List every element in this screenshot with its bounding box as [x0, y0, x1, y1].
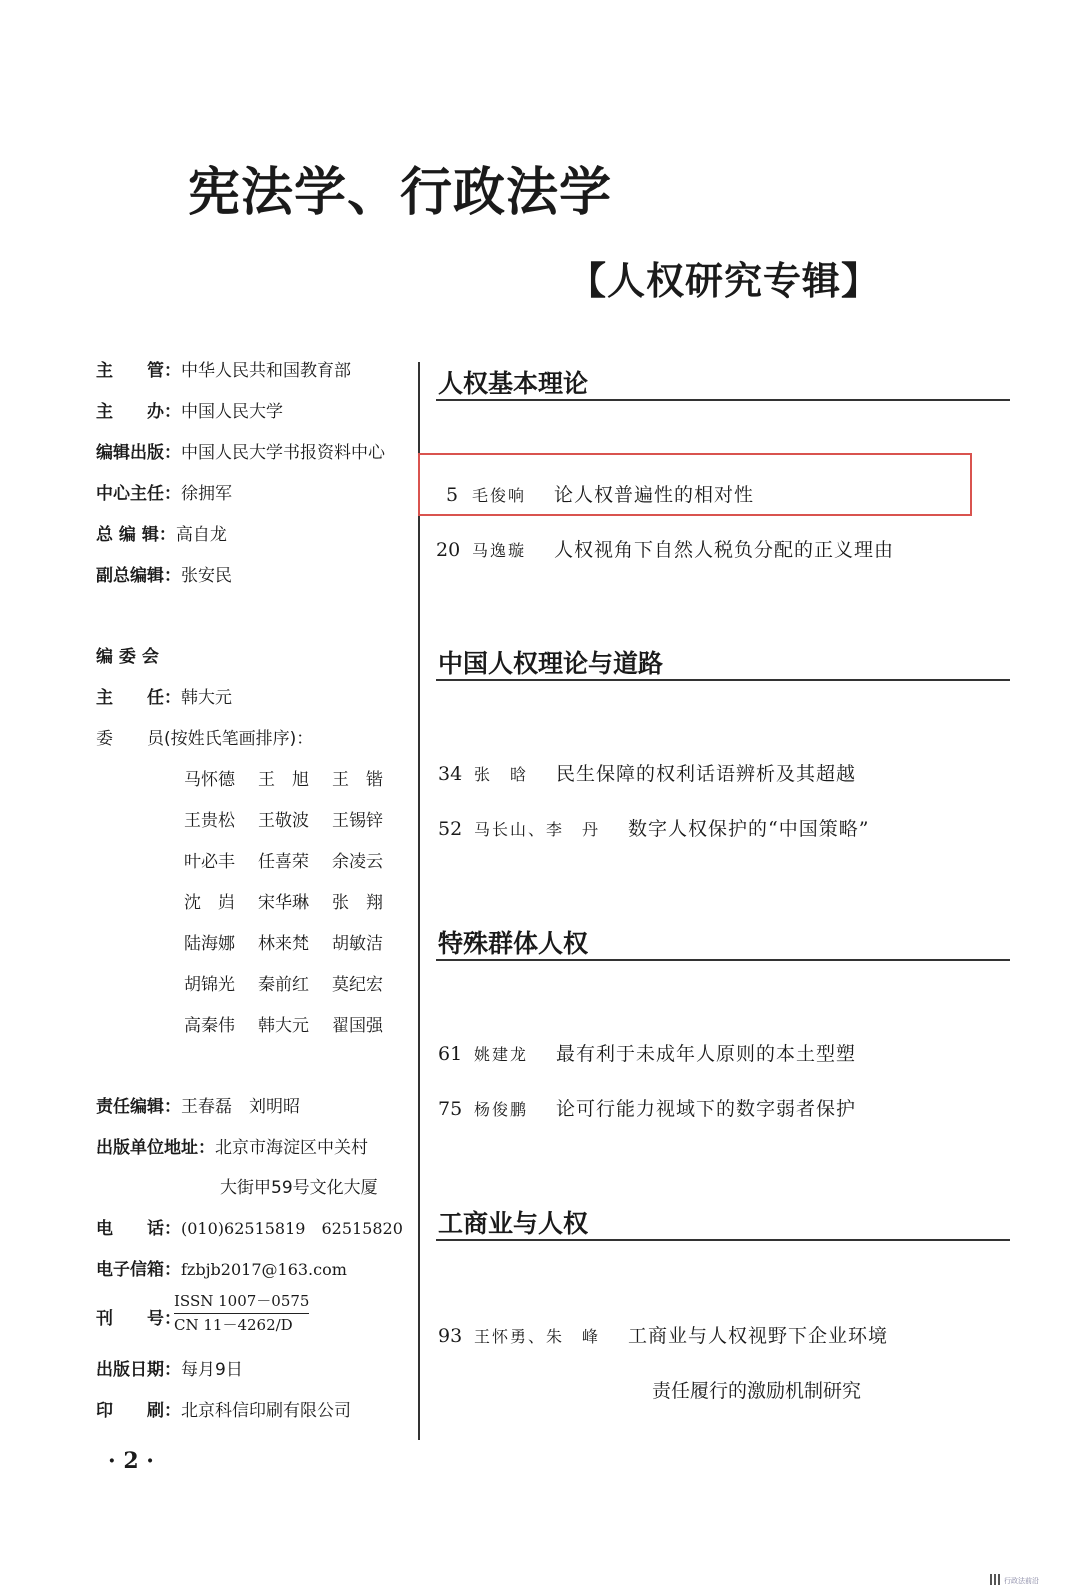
phone: 电 话：(010)62515819 62515820 — [96, 1219, 403, 1239]
committee-members-label: 委 员(按姓氏笔画排序)： — [96, 729, 314, 749]
watermark: 行政法前沿 — [1004, 1577, 1039, 1585]
section-rule — [436, 399, 1010, 401]
committee-members-row: 陆海娜 林来梵 胡敏洁 — [184, 934, 383, 954]
committee-members-row: 叶必丰 任喜荣 余凌云 — [184, 852, 383, 872]
toc-entry[interactable]: 34 张 晗 民生保障的权利话语辨析及其超越 — [438, 763, 857, 785]
masthead-director: 中心主任：徐拥军 — [96, 484, 232, 504]
responsible-editors: 责任编辑：王春磊 刘明昭 — [96, 1097, 300, 1117]
section-title: 特殊群体人权 — [438, 929, 589, 958]
special-issue-subtitle: 【人权研究专辑】 — [568, 258, 881, 303]
printer: 印 刷：北京科信印刷有限公司 — [96, 1401, 351, 1421]
cn-number: CN 11－4262/D — [174, 1316, 293, 1334]
toc-entry[interactable]: 20 马逸璇 人权视角下自然人税负分配的正义理由 — [436, 539, 895, 561]
masthead-supervisor: 主 管：中华人民共和国教育部 — [96, 361, 351, 381]
masthead-sponsor: 主 办：中国人民大学 — [96, 402, 283, 422]
committee-members-row: 胡锦光 秦前红 莫纪宏 — [184, 975, 383, 995]
committee-members-row: 王贵松 王敬波 王锡锌 — [184, 811, 383, 831]
section-title: 人权基本理论 — [438, 369, 589, 398]
committee-members-row: 沈 岿 宋华琳 张 翔 — [184, 893, 383, 913]
section-title: 中国人权理论与道路 — [438, 649, 664, 678]
toc-entry[interactable]: 52 马长山、李 丹 数字人权保护的“中国策略” — [438, 818, 870, 840]
toc-entry[interactable]: 61 姚建龙 最有利于未成年人原则的本土型塑 — [438, 1043, 857, 1065]
pub-date: 出版日期：每月9日 — [96, 1360, 243, 1380]
qr-code-icon — [990, 1574, 1001, 1585]
masthead-publisher: 编辑出版：中国人民大学书报资料中心 — [96, 443, 385, 463]
committee-members-row: 马怀德 王 旭 王 锴 — [184, 770, 383, 790]
masthead-chief-editor: 总 编 辑：高自龙 — [96, 525, 227, 545]
journal-title: 宪法学、行政法学 — [188, 162, 613, 223]
toc-entry-title-continuation: 责任履行的激励机制研究 — [652, 1380, 862, 1402]
page-number: · 2 · — [108, 1448, 154, 1474]
email: 电子信箱：fzbjb2017@163.com — [96, 1260, 347, 1280]
toc-entry[interactable]: 75 杨俊鹏 论可行能力视域下的数字弱者保护 — [438, 1098, 857, 1120]
committee-chair: 主 任：韩大元 — [96, 688, 232, 708]
publisher-address-line2: 大街甲59号文化大厦 — [220, 1178, 378, 1198]
journal-number-label: 刊 号： — [96, 1309, 181, 1329]
toc-entry[interactable]: 93 王怀勇、朱 峰 工商业与人权视野下企业环境 — [438, 1325, 889, 1347]
section-rule — [436, 679, 1010, 681]
section-rule — [436, 1239, 1010, 1241]
issn: ISSN 1007－0575 — [174, 1290, 309, 1314]
section-rule — [436, 959, 1010, 961]
section-title: 工商业与人权 — [438, 1209, 589, 1238]
committee-members-row: 高秦伟 韩大元 翟国强 — [184, 1016, 383, 1036]
column-divider — [418, 362, 420, 1440]
publisher-address: 出版单位地址：北京市海淀区中关村 — [96, 1138, 368, 1158]
masthead-deputy-editor: 副总编辑：张安民 — [96, 566, 232, 586]
committee-heading: 编 委 会 — [96, 647, 159, 667]
toc-entry[interactable]: 5 毛俊响 论人权普遍性的相对性 — [446, 484, 755, 506]
journal-number — [174, 1290, 309, 1336]
